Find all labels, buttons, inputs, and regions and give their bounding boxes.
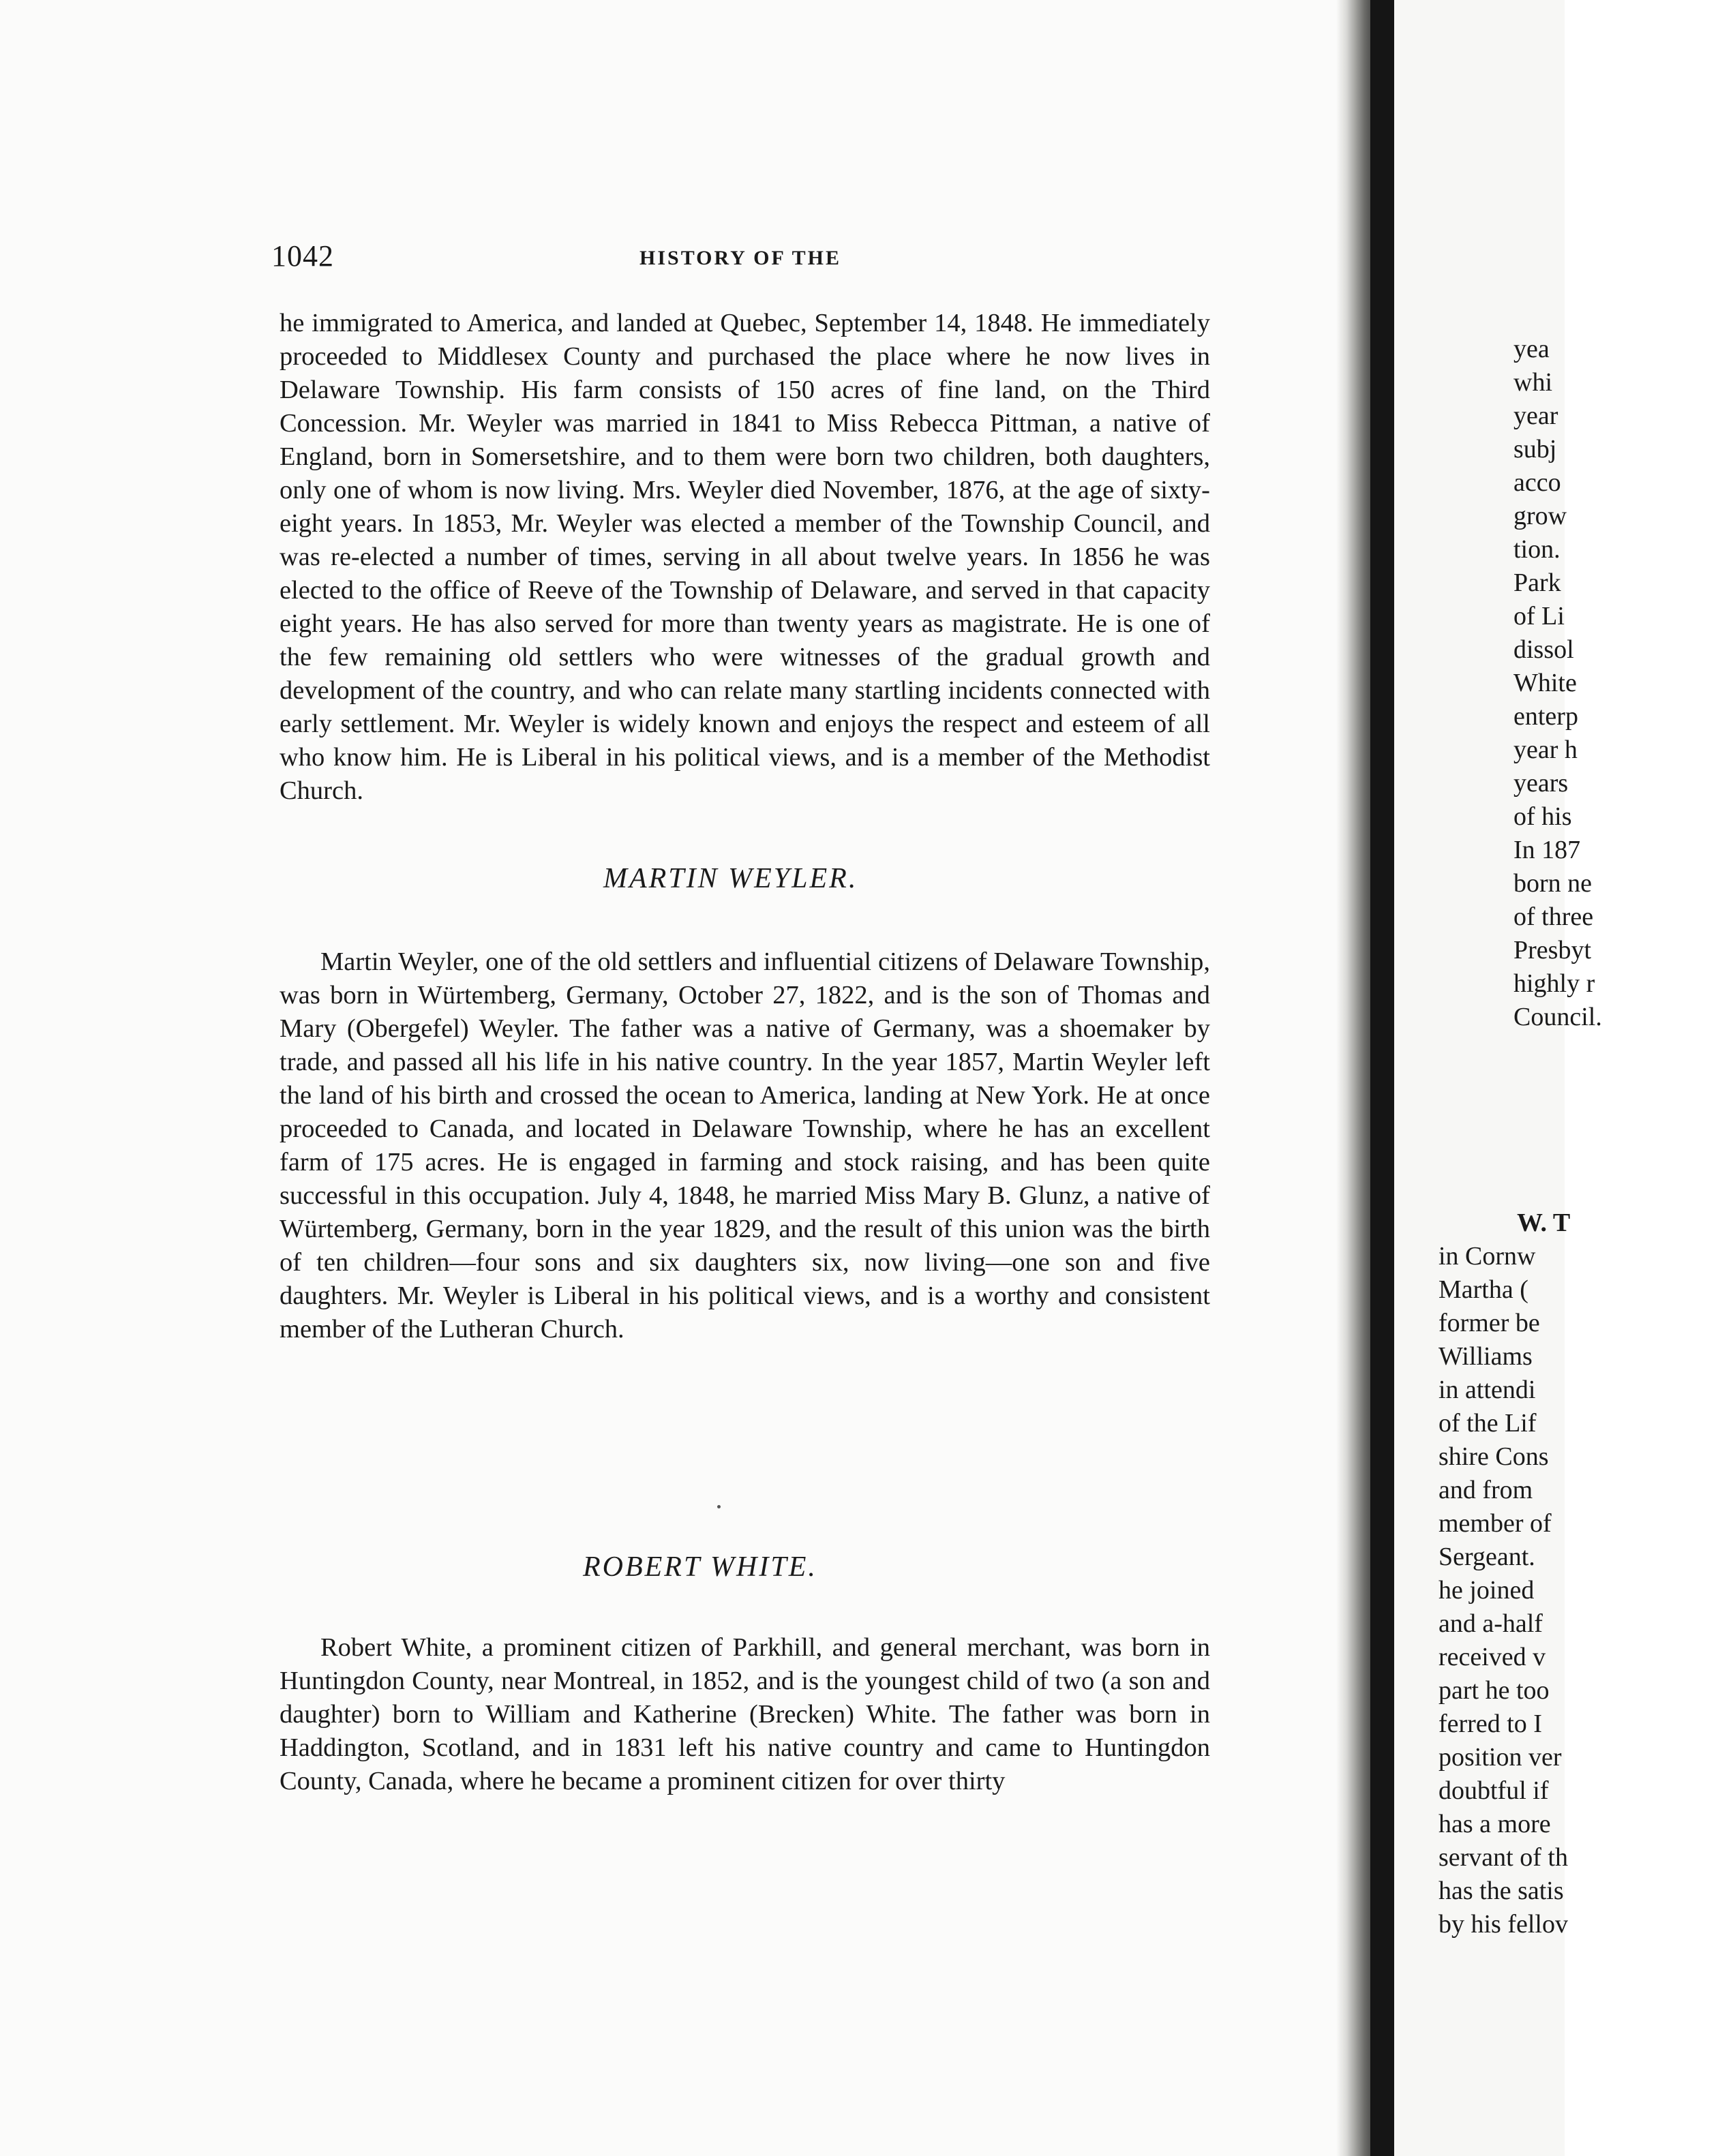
right-fragment-line: of three [1513,902,1594,931]
right-fragment-line: Martha ( [1438,1275,1528,1304]
right-page-fragment [1394,0,1602,2156]
right-fragment-line: year h [1513,735,1578,764]
right-fragment-line: White [1513,669,1577,697]
right-fragment-line: former be [1438,1309,1540,1337]
right-fragment-line: of his [1513,802,1572,831]
intro-paragraph [280,307,1210,808]
heading-robert-white: ROBERT WHITE. [583,1551,817,1583]
right-fragment-line: doubtful if [1438,1776,1549,1805]
right-fragment-line: whi [1513,368,1552,397]
right-fragment-line: born ne [1513,869,1593,898]
right-fragment-line: Williams [1438,1342,1533,1371]
book-spine [1370,0,1398,2156]
right-fragment-line: shire Cons [1438,1442,1549,1471]
robert-text: Robert White, a prominent citizen of Parkhill, and general merchant, was born in Huntingdon County, near Montreal, in 1852, and is the youngest child of two (a son and daughter) born to William and Katherine (Brecken) White. The father was born in Haddington, Scotland, and in 1831 left his native country and came to Huntingdon County, Canada, where he became a prominent citizen for over thirty [280,1633,1210,1795]
right-fragment-top [1513,333,1718,1034]
right-fragment-line: tion. [1513,535,1561,564]
right-fragment-line: subj [1513,435,1557,464]
right-fragment-line: Council. [1513,1003,1602,1031]
right-fragment-line: has the satis [1438,1877,1564,1905]
right-fragment-line: Park [1513,568,1561,597]
right-fragment-line: and a-half [1438,1609,1543,1638]
martin-paragraph [280,945,1210,1346]
right-fragment-line: he joined [1438,1576,1535,1605]
heading-martin-weyler: MARTIN WEYLER. [603,863,858,894]
right-fragment-line: dissol [1513,635,1574,664]
right-fragment-line: received v [1438,1643,1546,1671]
running-head: HISTORY OF THE [639,247,842,269]
right-fragment-line: highly r [1513,969,1595,998]
right-fragment-line: grow [1513,502,1567,530]
right-fragment-line: ferred to I [1438,1710,1542,1738]
right-fragment-line: in Cornw [1438,1242,1536,1271]
right-fragment-line: yea [1513,335,1550,363]
print-speck [717,1505,721,1508]
right-fragment-line: W. T [1517,1209,1571,1237]
page-number: 1042 [271,239,334,273]
right-fragment-line: position ver [1438,1743,1562,1772]
right-fragment-line: of Li [1513,602,1565,631]
right-fragment-line: of the Lif [1438,1409,1537,1438]
right-fragment-line: enterp [1513,702,1578,731]
right-fragment-line: acco [1513,468,1561,497]
right-fragment-line: year [1513,401,1558,430]
right-fragment-line: has a more [1438,1810,1551,1838]
right-fragment-line: in attendi [1438,1376,1536,1404]
right-fragment-line: member of [1438,1509,1552,1538]
robert-paragraph [280,1631,1210,1798]
right-fragment-line: Presbyt [1513,936,1591,965]
intro-text: he immigrated to America, and landed at Quebec, September 14, 1848. He immediately proceeded to Middlesex County and purchased the place where he now lives in Delaware Township. His farm consists of 150 acres of fine land, on the Third Concession. Mr. Weyler was married in 1841 to Miss Rebecca Pittman, a native of England, born in Somersetshire, and to them were born two children, both daughters, only one of whom is now living. Mrs. Weyler died November, 1876, at the age of sixty-eight years. In 1853, Mr. Weyler was elected a member of the Township Council, and was re-elected a number of times, serving in all about twelve years. In 1856 he was elected to the office of Reeve of the Township of Delaware, and served in that capacity eight years. He has also served for more than twenty years as magistrate. He is one of the few remaining old settlers who were witnesses of the gradual growth and development of the country, and who can relate many startling incidents connected with early settlement. Mr. Weyler is widely known and enjoys the respect and esteem of all who know him. He is Liberal in his political views, and is a member of the Methodist Church. [280,309,1210,805]
right-fragment-bottom [1438,1206,1643,1941]
right-fragment-line: In 187 [1513,836,1581,864]
right-fragment-line: servant of th [1438,1843,1568,1872]
right-fragment-line: by his fellov [1438,1910,1568,1939]
right-fragment-line: years [1513,769,1569,798]
right-fragment-line: part he too [1438,1676,1550,1705]
right-fragment-line: Sergeant. [1438,1543,1535,1571]
right-fragment-line: and from [1438,1476,1533,1504]
martin-text: Martin Weyler, one of the old settlers and influential citizens of Delaware Township, was born in Würtemberg, Germany, October 27, 1822, and is the son of Thomas and Mary (Obergefel) Weyler. The father was a native of Germany, was a shoemaker by trade, and passed all his life in his native country. In the year 1857, Martin Weyler left the land of his birth and crossed the ocean to America, landing at New York. He at once proceeded to Canada, and located in Delaware Township, where he has an excellent farm of 175 acres. He is engaged in farming and stock raising, and has been quite successful in this occupation. July 4, 1848, he married Miss Mary B. Glunz, a native of Würtemberg, Germany, born in the year 1829, and the result of this union was the birth of ten children—four sons and six daughters six, now living—one son and five daughters. Mr. Weyler is Liberal in his political views, and is a worthy and consistent member of the Lutheran Church. [280,947,1210,1343]
